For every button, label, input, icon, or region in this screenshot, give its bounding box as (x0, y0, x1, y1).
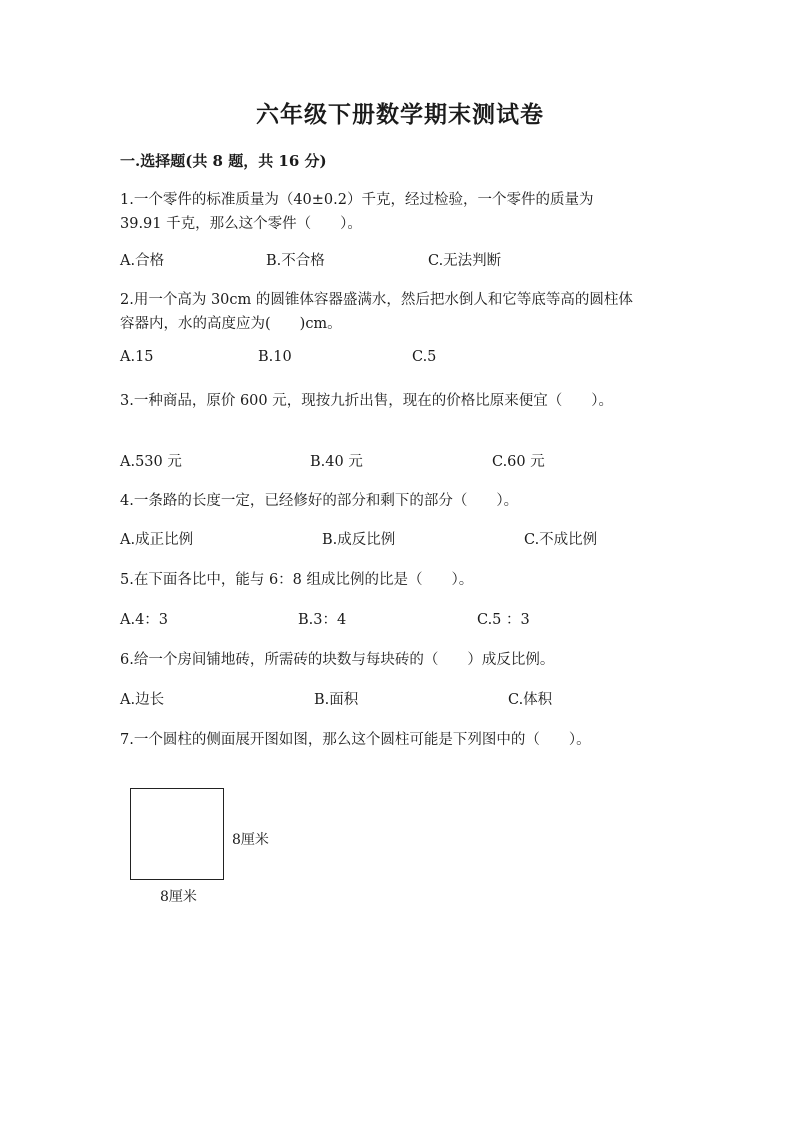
question-2-option-c: C.5 (412, 349, 437, 365)
question-4-option-c: C.不成比例 (524, 532, 598, 548)
figure-side-label: 8厘米 (232, 832, 269, 848)
question-1-option-c: C.无法判断 (428, 253, 502, 269)
question-4-line-1: 4.一条路的长度一定，已经修好的部分和剩下的部分（ ）。 (120, 493, 519, 509)
question-2-option-a: A.15 (120, 349, 154, 365)
question-7-line-1: 7.一个圆柱的侧面展开图如图，那么这个圆柱可能是下列图中的（ ）。 (120, 732, 591, 748)
question-2-line-2: 容器内，水的高度应为( )cm。 (120, 316, 342, 332)
question-6-option-a: A.边长 (120, 692, 165, 708)
question-6-option-b: B.面积 (314, 692, 359, 708)
question-1-line-1: 1.一个零件的标准质量为（40±0.2）千克，经过检验，一个零件的质量为 (120, 192, 594, 208)
question-4-option-a: A.成正比例 (120, 532, 194, 548)
question-5-option-a: A.4：3 (120, 612, 169, 628)
question-5-line-1: 5.在下面各比中，能与 6：8 组成比例的比是（ ）。 (120, 572, 474, 588)
question-5-option-b: B.3：4 (298, 612, 347, 628)
question-3-option-a: A.530 元 (120, 454, 182, 470)
question-6-line-1: 6.给一个房间铺地砖，所需砖的块数与每块砖的（ ）成反比例。 (120, 652, 555, 668)
question-3-option-c: C.60 元 (492, 454, 545, 470)
question-1-option-a: A.合格 (120, 253, 165, 269)
section-heading: 一.选择题(共 8 题，共 16 分) (120, 152, 327, 170)
question-4-option-b: B.成反比例 (322, 532, 396, 548)
figure-bottom-label: 8厘米 (160, 889, 197, 905)
question-5-option-c: C.5 ：3 (477, 612, 530, 628)
page-title: 六年级下册数学期末测试卷 (256, 101, 544, 128)
question-6-option-c: C.体积 (508, 692, 553, 708)
question-3-option-b: B.40 元 (310, 454, 363, 470)
question-1-option-b: B.不合格 (266, 253, 325, 269)
lateral-surface-square (130, 788, 224, 880)
question-2-option-b: B.10 (258, 349, 292, 365)
question-1-line-2: 39.91 千克，那么这个零件（ ）。 (120, 216, 362, 232)
question-2-line-1: 2.用一个高为 30cm 的圆锥体容器盛满水，然后把水倒人和它等底等高的圆柱体 (120, 292, 633, 308)
question-3-line-1: 3.一种商品，原价 600 元，现按九折出售，现在的价格比原来便宜（ ）。 (120, 393, 613, 409)
